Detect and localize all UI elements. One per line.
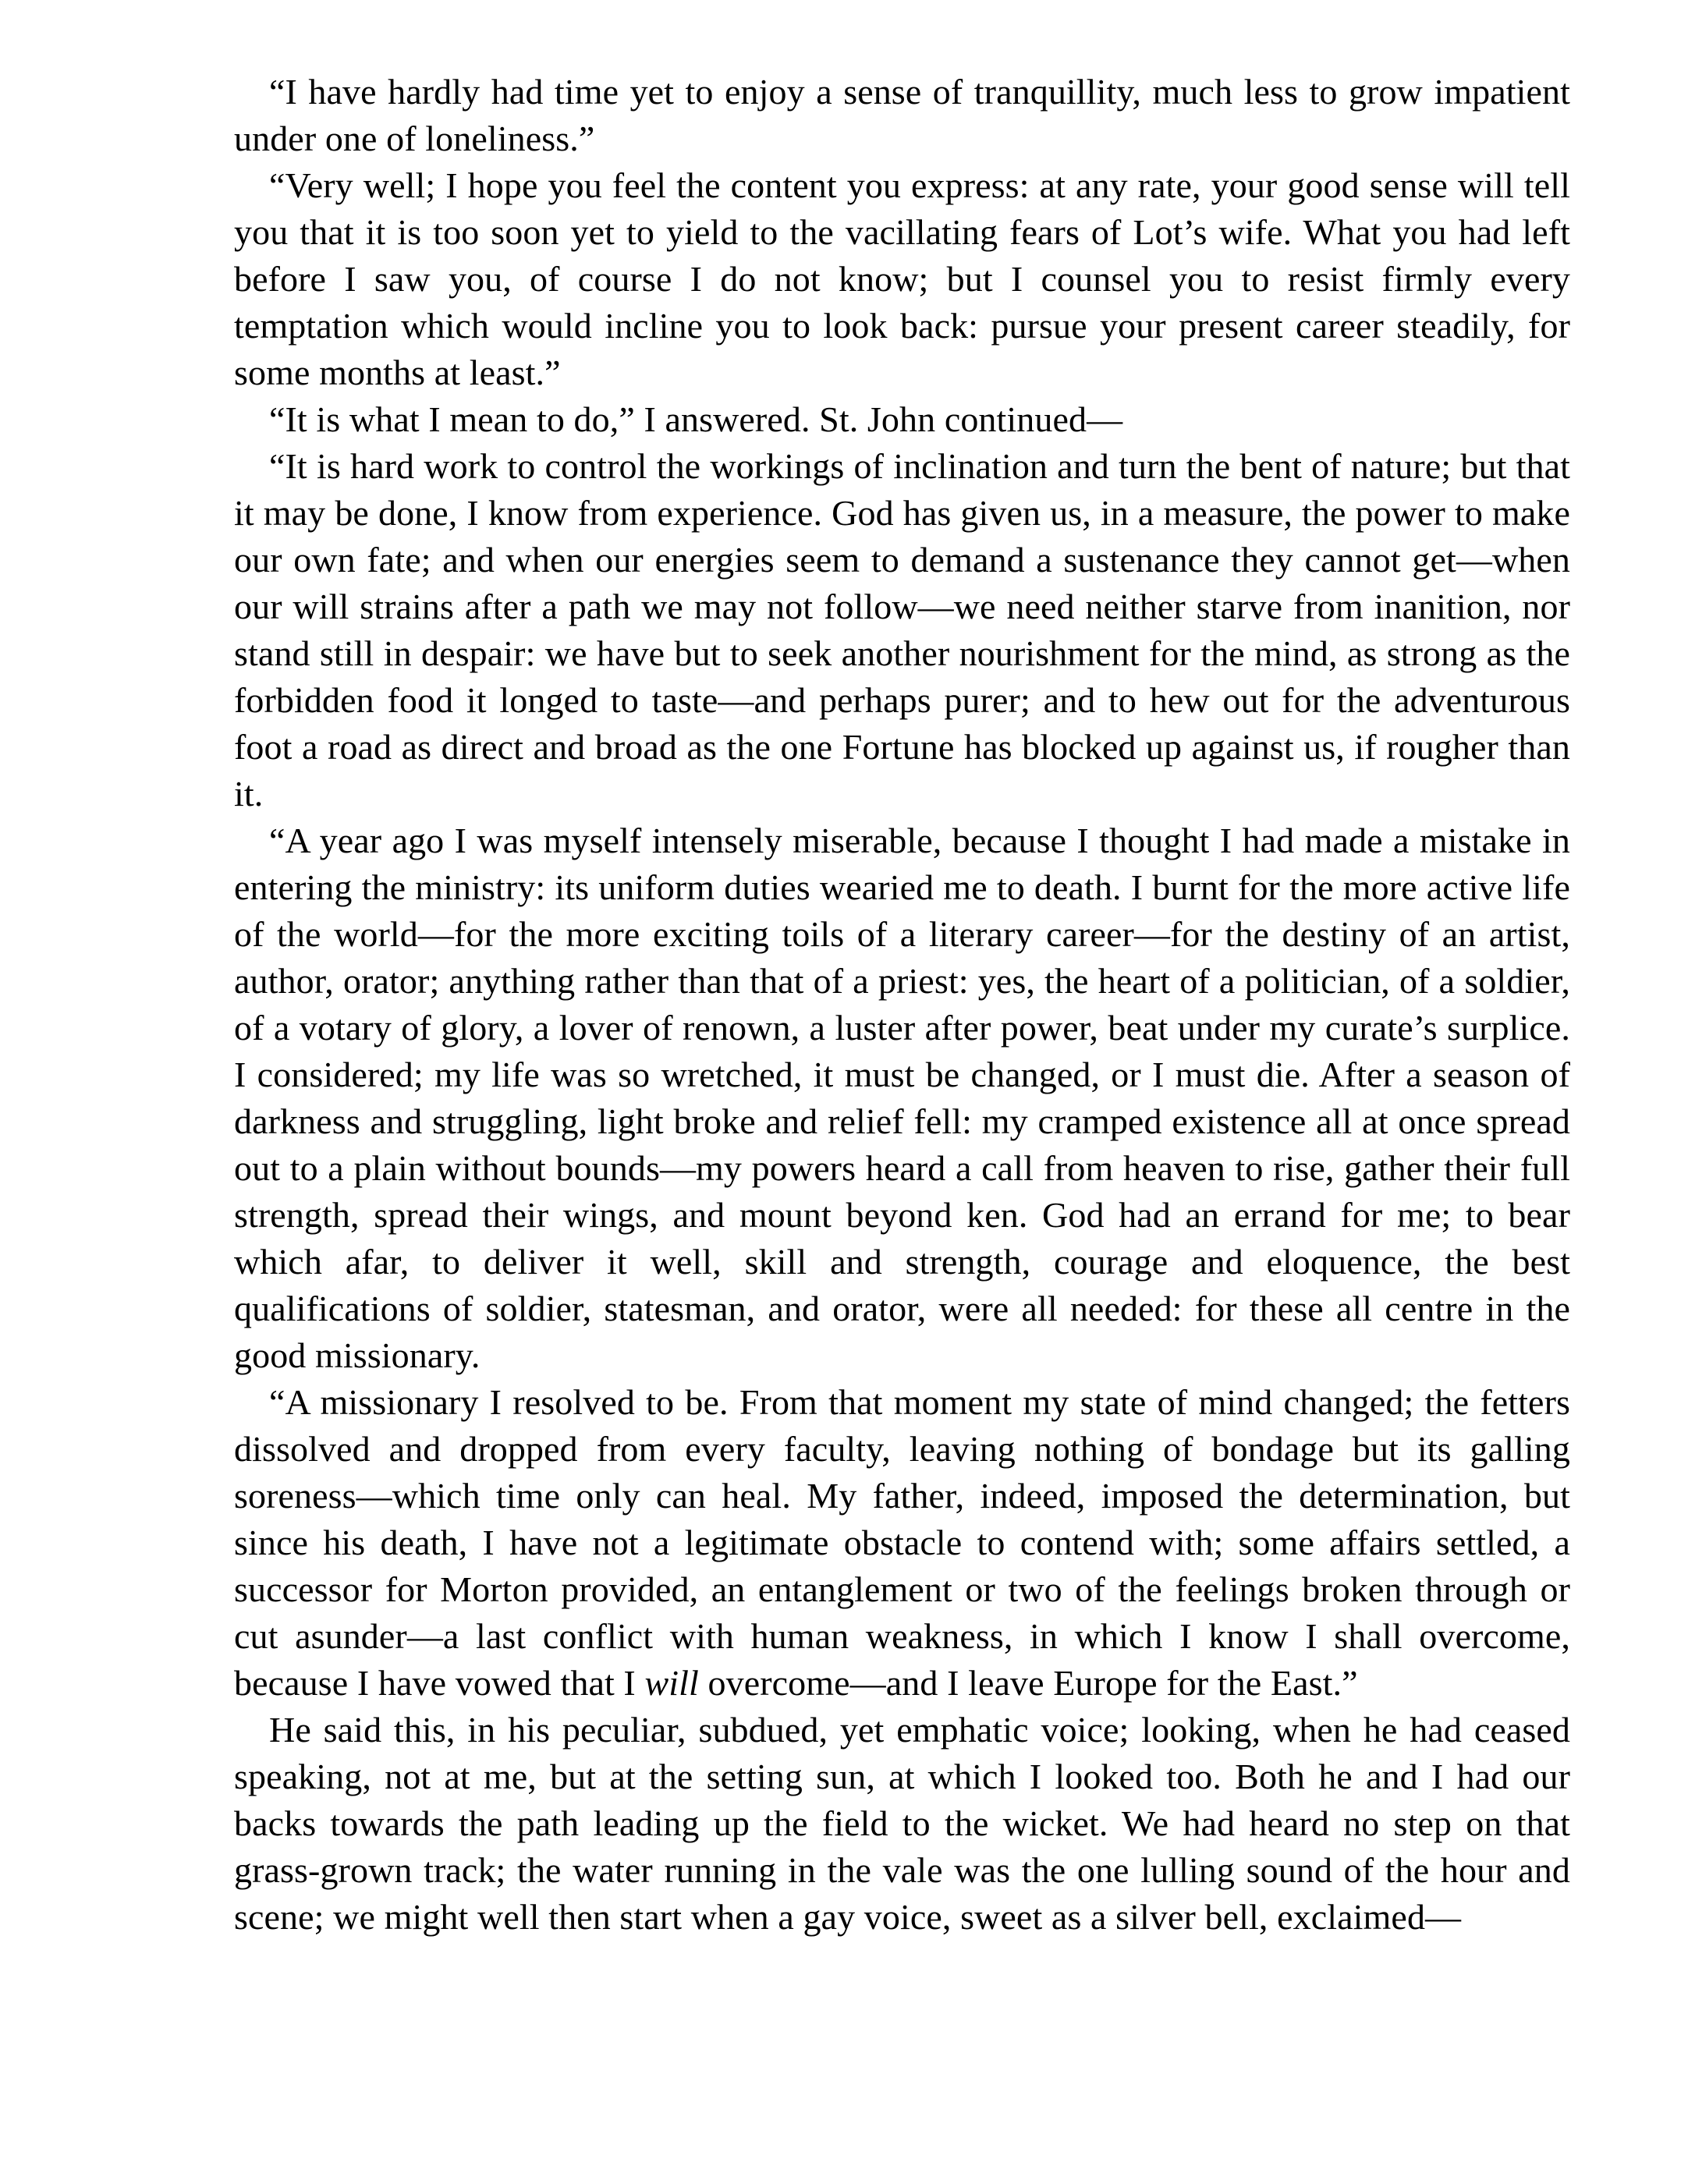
- paragraph-with-emphasis: “A missionary I resolved to be. From that moment my state of mind changed; the fetters dissolved and dropped from every faculty, leaving nothing of bondage but its galling soreness—which time only can heal. My father, indeed, imposed the determination, but since his death, I have not a legitimate obstacle to contend with; some affairs settled, a successor for Morton provided, an entanglement or two of the feelings broken through or cut asunder—a last conflict with human weakness, in which I know I shall overcome, because I have vowed that I will overcome—and I leave Europe for the East.”: [234, 1382, 1570, 1703]
- paragraph: “It is hard work to control the workings of inclination and turn the bent of nature; but that it may be done, I know from experience. God has given us, in a measure, the power to make our own fate; and when our energies seem to demand a sustenance they cannot get—when our will strains after a path we may not follow—we need neither starve from inanition, nor stand still in despair: we have but to seek another nourishment for the mind, as strong as the forbidden food it longed to taste—and perhaps purer; and to hew out for the adventurous foot a road as direct and broad as the one Fortune has blocked up against us, if rougher than it.: [234, 446, 1570, 814]
- emphasized-word: will: [644, 1663, 699, 1703]
- paragraph: He said this, in his peculiar, subdued, yet emphatic voice; looking, when he had ceased speaking, not at me, but at the setting sun, at which I looked too. Both he and I had our backs towards the path leading up the field to the wicket. We had heard no step on that grass-grown track; the water running in the vale was the one lulling sound of the hour and scene; we might well then start when a gay voice, sweet as a silver bell, exclaimed—: [234, 1710, 1570, 1937]
- paragraph: “It is what I mean to do,” I answered. St. John continued—: [269, 399, 1123, 439]
- paragraph: “Very well; I hope you feel the content you express: at any rate, your good sense will tell you that it is too soon yet to yield to the vacillating fears of Lot’s wife. What you had left before I saw you, of course I do not know; but I counsel you to resist firmly every temptation which would incline you to look back: pursue your present career steadily, for some months at least.”: [234, 165, 1570, 392]
- body-text-column: [234, 69, 1570, 1941]
- paragraph: “I have hardly had time yet to enjoy a sense of tranquillity, much less to grow impatient under one of loneliness.”: [234, 72, 1570, 158]
- paragraph: “A year ago I was myself intensely miserable, because I thought I had made a mistake in entering the ministry: its uniform duties wearied me to death. I burnt for the more active life of the world—for the more exciting toils of a literary career—for the destiny of an artist, author, orator; anything rather than that of a priest: yes, the heart of a politician, of a soldier, of a votary of glory, a lover of renown, a luster after power, beat under my curate’s surplice. I considered; my life was so wretched, it must be changed, or I must die. After a season of darkness and struggling, light broke and relief fell: my cramped existence all at once spread out to a plain without bounds—my powers heard a call from heaven to rise, gather their full strength, spread their wings, and mount beyond ken. God had an errand for me; to bear which afar, to deliver it well, skill and strength, courage and eloquence, the best qualifications of soldier, statesman, and orator, were all needed: for these all centre in the good missionary.: [234, 821, 1570, 1375]
